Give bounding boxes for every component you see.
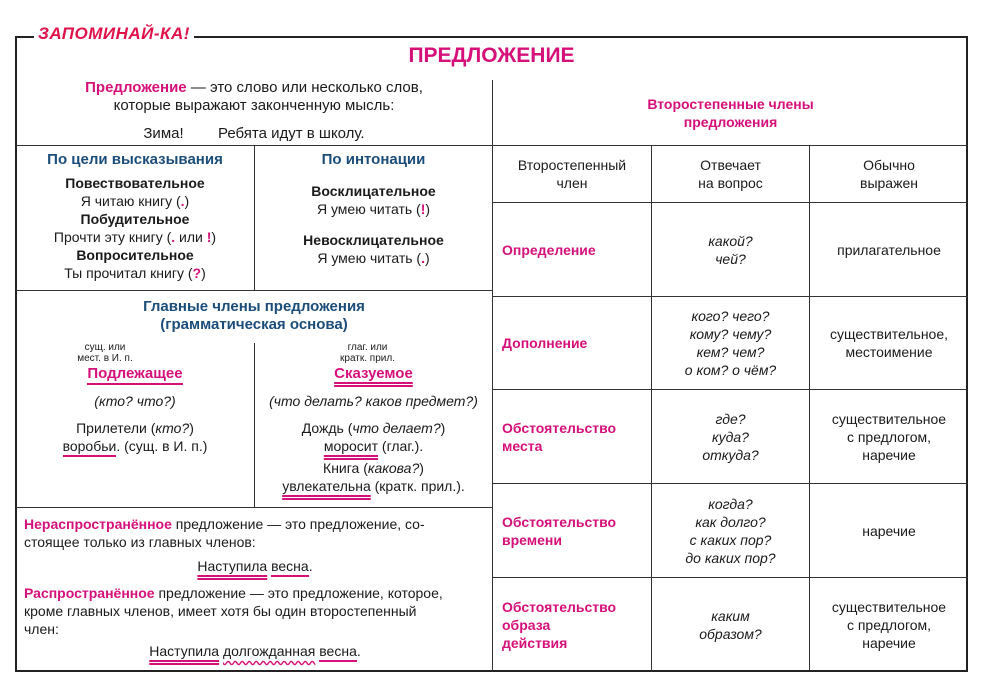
purpose-item-0-mark: . (180, 193, 185, 209)
intonation-header: По интонации (321, 151, 426, 168)
purpose-item-1-mark2: ! (206, 229, 212, 245)
table-row-3-expressed-0: наречие (862, 522, 916, 539)
predicate-ex2b: (глаг.). (378, 438, 424, 454)
table-row-2-member (502, 390, 650, 483)
purpose-block (16, 151, 254, 282)
predicate-hint-2: кратк. прил. (340, 353, 395, 364)
table-row-2-question-1: куда? (712, 428, 749, 445)
purpose-item-2-name: Вопросительное (76, 247, 194, 263)
table-row-1-member-text (502, 334, 587, 352)
table-row-1-expressed (810, 297, 968, 389)
table-row-2-question-0: где? (715, 410, 746, 427)
definition-term: Предложение (85, 79, 187, 96)
predicate-ex3a: Книга ( (323, 460, 368, 476)
table-row-0-expressed-0: прилагательное (837, 241, 941, 258)
table-row-0-member (502, 203, 650, 296)
predicate-ex4b: (кратк. прил.). (370, 478, 465, 494)
table-header-expressed (810, 146, 968, 202)
table-header-member-l1: Второстепенный (517, 157, 627, 173)
purpose-item-1-name: Побудительное (80, 211, 190, 227)
extended-line-1 (24, 584, 486, 602)
subject-ex2b: . (сущ. в И. п.) (116, 438, 208, 454)
table-row-4-expressed-2: наречие (862, 634, 916, 651)
extended-text-1: предложение — это предложение, которое, (154, 585, 443, 601)
purpose-item-0-end: ) (184, 193, 190, 209)
table-row-0-member-line-0: Определение (502, 241, 596, 258)
table-header-expressed-l2: выражен (860, 175, 918, 191)
secondary-header (493, 80, 968, 145)
purpose-item-2-mark: ? (192, 265, 202, 281)
table-row-3-question-0: когда? (708, 495, 753, 512)
subject-ex1a: Прилетели ( (76, 420, 156, 436)
table-row-2-expressed-2: наречие (862, 446, 916, 463)
subject-ex1c: ) (189, 420, 194, 436)
table-row-4-question-1: образом? (699, 625, 762, 642)
predicate-example-2 (255, 437, 492, 455)
table-row-1-question-0: кого? чего? (691, 308, 770, 324)
table-row-1-question-1: кому? чему? (689, 326, 772, 342)
subject-example-2 (16, 437, 254, 455)
table-row-3-question-1: как долго? (695, 513, 766, 530)
subject-hint-1: сущ. или (84, 342, 126, 353)
subject-ex2a: воробьи (63, 438, 117, 457)
subject-hint-2: мест. в И. п. (77, 353, 133, 364)
purpose-item-2-example (16, 264, 254, 282)
predicate-example-3 (255, 459, 492, 477)
purpose-item-1-mid: или (175, 229, 207, 245)
table-row-4-expressed-0: существительное (831, 598, 947, 615)
definition-line-1 (16, 79, 492, 97)
non-extended-term: Нераспространённое (24, 516, 172, 532)
table-header-member (493, 146, 651, 202)
subject-label: Подлежащее (87, 365, 182, 385)
extended-ex-c: весна (319, 643, 357, 662)
purpose-item-0-name: Повествовательное (65, 175, 205, 191)
table-header-expressed-l1: Обычно (863, 157, 915, 173)
page-title: ПРЕДЛОЖЕНИЕ (408, 44, 575, 67)
table-row-1-member (502, 297, 650, 389)
intonation-item-1-ex: Я умею читать ( (317, 250, 422, 266)
extended-ex-d: . (356, 643, 361, 659)
intonation-item-0-mark: ! (420, 201, 426, 217)
definition-block (16, 79, 492, 143)
table-row-2-expressed-1: с предлогом, (846, 428, 932, 445)
table-row-4-member-text (502, 598, 616, 652)
table-row-4-member-line-1: образа (502, 616, 551, 633)
predicate-question: (что делать? каков предмет?) (269, 393, 478, 409)
extended-line-2: кроме главных членов, имеет хотя бы один второстепенный (24, 603, 417, 619)
intonation-item-1-mark: . (421, 250, 425, 266)
table-row-3-member-line-1: времени (502, 531, 562, 548)
table-row-3-member-line-0: Обстоятельство (502, 513, 617, 530)
non-extended-example (24, 557, 486, 575)
predicate-hint-1: глаг. или (347, 342, 388, 353)
predicate-ex3b: какова? (367, 460, 420, 476)
predicate-ex1c: ) (440, 420, 446, 436)
extended-example (24, 642, 486, 660)
intonation-item-1-example (255, 249, 492, 267)
purpose-header: По цели высказывания (47, 151, 223, 168)
non-extended-block (24, 515, 486, 575)
table-row-3-question-2: с каких пор? (689, 531, 772, 548)
table-row-4-member-line-2: действия (502, 634, 568, 651)
badge-zapominayka: ЗАПОМИНАЙ-КА! (34, 24, 194, 44)
intonation-item-0-name: Восклицательное (311, 183, 436, 199)
intonation-item-0-example (255, 200, 492, 218)
main-members-header (16, 298, 492, 334)
table-row-1-question-3: о ком? о чём? (684, 362, 777, 378)
purpose-item-2-end: ) (201, 265, 206, 281)
intonation-item-1-name: Невосклицательное (303, 232, 444, 248)
table-row-3-member-text (502, 513, 616, 549)
main-members-header-1: Главные члены предложения (143, 298, 365, 315)
secondary-header-1: Второстепенные члены (647, 95, 814, 112)
secondary-header-2: предложения (683, 113, 778, 130)
table-row-2-expressed-0: существительное (831, 410, 947, 427)
purpose-item-1-mark: . (171, 229, 176, 245)
table-row-2-member-line-0: Обстоятельство (502, 419, 617, 436)
purpose-item-1-example (16, 228, 254, 246)
non-extended-ex-a: Наступила (197, 558, 268, 574)
intonation-item-1-end: ) (424, 250, 430, 266)
purpose-item-1-ex: Прочти эту книгу ( (53, 229, 172, 245)
predicate-block (255, 342, 492, 495)
table-header-question-l1: Отвечает (700, 157, 761, 173)
predicate-ex2a: моросит (323, 438, 379, 454)
table-row-1-expressed-1: местоимение (845, 344, 933, 360)
purpose-item-1-end: ) (211, 229, 217, 245)
predicate-ex1b: что делает? (352, 420, 441, 436)
divider-h-507 (16, 507, 493, 508)
subject-example-1 (16, 419, 254, 437)
table-header-member-l2: член (556, 175, 588, 191)
definition-examples (16, 125, 492, 143)
table-row-2-question-2: откуда? (702, 446, 759, 463)
definition-example-2: Ребята идут в школу. (217, 125, 365, 142)
purpose-item-0-example (16, 192, 254, 210)
definition-example-1: Зима! (143, 125, 184, 142)
divider-h-290 (16, 290, 493, 291)
table-row-0-question-1: чей? (715, 250, 746, 267)
intonation-item-0-ex: Я умею читать ( (316, 201, 421, 217)
non-extended-ex-b: весна (271, 558, 309, 577)
table-row-3-questions (652, 484, 809, 577)
table-header-question (652, 146, 809, 202)
non-extended-ex-c: . (308, 558, 313, 574)
predicate-ex1a: Дождь ( (301, 420, 353, 436)
extended-term: Распространённое (24, 585, 155, 601)
purpose-item-0-ex: Я читаю книгу ( (80, 193, 181, 209)
purpose-item-2-ex: Ты прочитал книгу ( (64, 265, 193, 281)
extended-line-3: член: (24, 621, 59, 637)
extended-ex-a: Наступила (149, 643, 220, 659)
table-row-4-expressed (810, 578, 968, 671)
table-row-1-questions (652, 297, 809, 389)
subject-block (16, 342, 254, 455)
table-row-1-member-line-0: Дополнение (502, 335, 588, 351)
definition-text-1: — это слово или несколько слов, (186, 79, 423, 96)
table-row-3-member (502, 484, 650, 577)
table-row-1-expressed-0: существительное, (829, 326, 949, 342)
table-row-0-expressed (810, 203, 968, 296)
table-row-2-questions (652, 390, 809, 483)
table-row-2-expressed (810, 390, 968, 483)
table-row-2-member-line-1: места (502, 437, 543, 454)
intonation-block (255, 151, 492, 267)
table-header-question-l2: на вопрос (698, 175, 763, 191)
table-row-4-questions (652, 578, 809, 671)
main-members-header-2: (грамматическая основа) (160, 316, 348, 333)
predicate-label: Сказуемое (334, 365, 413, 382)
table-row-0-member-text (502, 241, 596, 259)
table-row-4-member-line-0: Обстоятельство (502, 598, 617, 615)
table-row-0-question-0: какой? (708, 232, 753, 249)
non-extended-line-1 (24, 515, 486, 533)
intonation-item-0-end: ) (425, 201, 431, 217)
predicate-example-1 (255, 419, 492, 437)
table-row-4-question-0: каким (711, 607, 750, 624)
extended-block (24, 584, 486, 660)
table-row-4-member (502, 578, 650, 671)
non-extended-line-2: стоящее только из главных членов: (24, 534, 256, 550)
extended-ex-b: долгожданная (222, 643, 316, 659)
subject-ex1b: кто? (155, 420, 190, 436)
predicate-example-4 (255, 477, 492, 495)
table-row-4-expressed-1: с предлогом, (846, 616, 932, 633)
subject-question: (кто? что?) (94, 393, 176, 409)
predicate-ex4a: увлекательна (282, 478, 371, 494)
non-extended-text-1: предложение — это предложение, со- (171, 516, 425, 532)
table-row-0-questions (652, 203, 809, 296)
table-row-3-question-3: до каких пор? (685, 549, 776, 566)
table-row-3-expressed (810, 484, 968, 577)
table-row-1-question-2: кем? чем? (696, 344, 765, 360)
table-row-2-member-text (502, 419, 616, 455)
predicate-ex3c: ) (419, 460, 424, 476)
definition-line-2: которые выражают законченную мысль: (113, 97, 395, 114)
